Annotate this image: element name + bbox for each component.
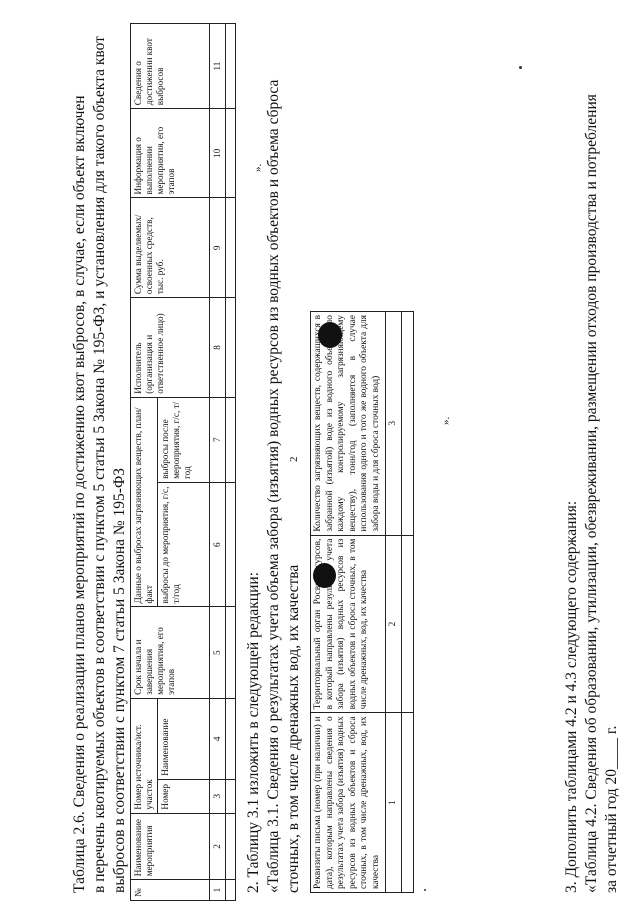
col-header-info: Информация о выполнении мероприятия, его этапов <box>131 109 210 198</box>
col-number: 7 <box>210 397 226 482</box>
table-4-2-caption-line-2: за отчетный год 20____ г. <box>603 725 620 893</box>
col-header-source: Номер источника/ист. участок <box>131 698 158 813</box>
col-number: 4 <box>210 698 226 779</box>
col-number: 10 <box>210 109 226 198</box>
table-3-1-col-header-pollutants: Количество загрязняющих веществ, содержащихся в забранной (изъятой) воде из водного объекта (по каждому контролируемому загрязняющему веществу), тонн/год (заполняется в случае использования одного и того же водного объекта для забора воды и для сброса сточных вод) <box>311 312 386 536</box>
col-header-amount: Сумма выделяемых/ освоенных средств, тыс. руб. <box>131 198 210 298</box>
col-number: 11 <box>210 24 226 109</box>
col-header-emissions: Данные о выбросах загрязняющих веществ, план/факт <box>131 397 158 607</box>
col-header-quota: Сведения о достижении квот выбросов <box>131 24 210 109</box>
table-2-6-caption-line-3: выбросов в соответствии с пунктом 7 статьи 5 Закона № 195-ФЗ <box>111 468 128 893</box>
instruction-table-3-1: 2. Таблицу 3.1 изложить в следующей редакции: <box>245 572 262 893</box>
col-number: 2 <box>210 813 226 880</box>
table-3-1-caption-line-1: «Таблица 3.1. Сведения о результатах учета объема забора (изъятия) водных ресурсов из водных объектов и объема сброса <box>265 79 282 893</box>
col-number: 5 <box>210 607 226 698</box>
col-header-emissions-after: выбросы после мероприятия, г/с, т/год <box>158 397 210 482</box>
col-header-source-name: Наименование <box>158 698 210 779</box>
col-header-measure: Наименование мероприятия <box>131 813 210 880</box>
table-3-1-col-header-authority: Территориальный орган Росводресурсов, в который направлены результаты учета забора (изъятия) водных ресурсов из водных объектов и сброса сточных, в том числе дренажных, вод, их качества <box>311 535 386 713</box>
table-3-1-caption-line-2: сточных, в том числе дренажных вод, их качества <box>285 564 302 893</box>
closing-quote-mark: ». <box>252 163 264 172</box>
page-number: 2 <box>288 456 300 462</box>
table-2-6-caption-line-2: в перечень квотируемых объектов в соответствии с пунктом 5 статьи 5 Закона № 195-ФЗ, и установления для такого объекта квот <box>91 36 108 893</box>
col-number: 1 <box>385 713 402 893</box>
col-number: 3 <box>385 312 402 536</box>
table-2-6-caption-line-1: Таблица 2.6. Сведения о реализации планов мероприятий по достижению квот выбросов, в случае, если объект включен <box>71 95 88 893</box>
table-row-empty <box>402 312 414 893</box>
table-4-2-caption-line-1: «Таблица 4.2. Сведения об образовании, утилизации, обезвреживании, размещении отходов производства и потребления <box>583 94 600 893</box>
col-header-no: № <box>131 880 210 901</box>
table-row-empty <box>226 24 236 901</box>
col-header-deadlines: Срок начала и завершения мероприятия, его этапов <box>131 607 210 698</box>
col-number: 8 <box>210 298 226 398</box>
col-number: 9 <box>210 198 226 298</box>
col-number: 1 <box>210 880 226 901</box>
col-header-executor: Исполнитель (организация и ответственное лицо) <box>131 298 210 398</box>
col-number: 3 <box>210 779 226 813</box>
col-number: 2 <box>385 535 402 713</box>
table-2-6 <box>130 23 236 901</box>
table-row-col-numbers <box>210 24 226 901</box>
instruction-tables-4-2-4-3: 3. Дополнить таблицами 4.2 и 4.3 следующего содержания: <box>563 500 580 893</box>
table-3-1 <box>310 311 414 893</box>
table-3-1-col-header-letter: Реквизиты письма (номер (при наличии) и дата), которым направлены сведения о результатах учета забора (изъятия) водных ресурсов из водных объектов и сброса сточных, в том числе дренажных, вод, их качества <box>311 713 386 893</box>
col-header-source-number: Номер <box>158 779 210 813</box>
col-number: 6 <box>210 482 226 607</box>
table-row-col-numbers <box>385 312 402 893</box>
col-header-emissions-before: выбросы до мероприятия, г/с, т/год <box>158 482 210 607</box>
table-3-1-closing-mark: ». <box>440 416 452 425</box>
